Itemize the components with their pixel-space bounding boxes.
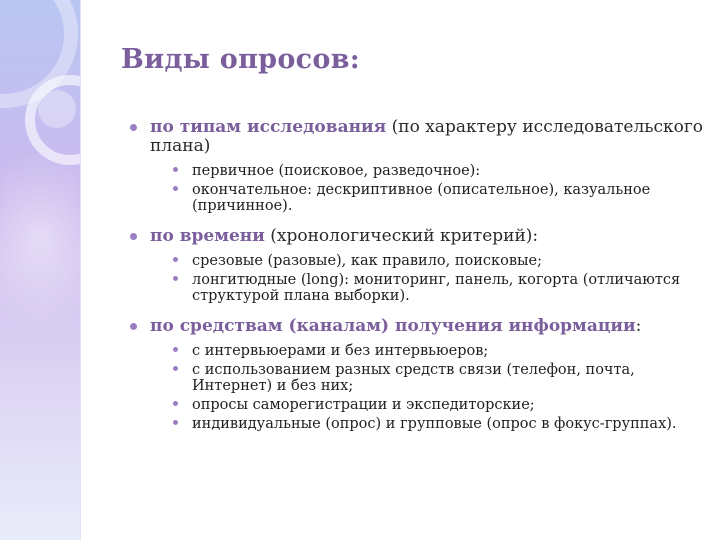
ring-bullet-icon [173,186,178,191]
ring-bullet-icon [173,276,178,281]
list-item [170,182,710,214]
list-item [170,163,710,179]
section-heading-note: : [635,316,642,336]
ring-bullet-icon [173,257,178,262]
slide-title: Виды опросов: [121,44,361,75]
list-item-text: окончательное: дескриптивное (описательное), казуальное (причинное). [192,182,651,214]
decorative-glow [0,150,80,330]
list-item [170,343,710,359]
ring-bullet-icon [173,167,178,172]
decorative-sidebar [0,0,80,540]
section-time [130,227,710,304]
list-item [170,272,710,304]
list-item-text: индивидуальные (опрос) и групповые (опрос в фокус-группах). [192,416,677,432]
list-item-text: опросы саморегистрации и экспедиторские; [192,397,535,413]
list-item [170,362,710,394]
list-item [170,416,710,432]
list-item-text: лонгитюдные (long): мониторинг, панель, когорта (отличаются структурой плана выборки). [192,272,681,304]
sub-list [150,343,710,432]
list-item-text: срезовые (разовые), как правило, поисковые; [192,253,542,269]
list-item-text: первичное (поисковое, разведочное): [192,163,481,179]
list-item [170,397,710,413]
ring-bullet-icon [173,347,178,352]
section-heading-note: (хронологический критерий): [264,226,539,246]
sidebar-divider [80,0,81,540]
list-item [170,253,710,269]
list-item-text: с использованием разных средств связи (телефон, почта, Интернет) и без них; [192,362,635,394]
section-channels [130,317,710,432]
bullet-icon [130,233,137,240]
bullet-icon [130,323,137,330]
section-heading-note: (по характеру исследовательского плана) [150,117,704,156]
section-heading: по средствам (каналам) получения информации [150,316,636,336]
sub-list [150,253,710,304]
ring-bullet-icon [173,401,178,406]
ring-bullet-icon [173,366,178,371]
sub-list [150,163,710,214]
section-heading: по времени [150,226,265,246]
bullet-icon [130,124,137,131]
list-item-text: с интервьюерами и без интервьюеров; [192,343,489,359]
decorative-circle [38,90,76,128]
section-heading: по типам исследования [150,117,387,137]
section-research-types [130,118,710,214]
ring-bullet-icon [173,420,178,425]
slide-content [130,118,710,441]
